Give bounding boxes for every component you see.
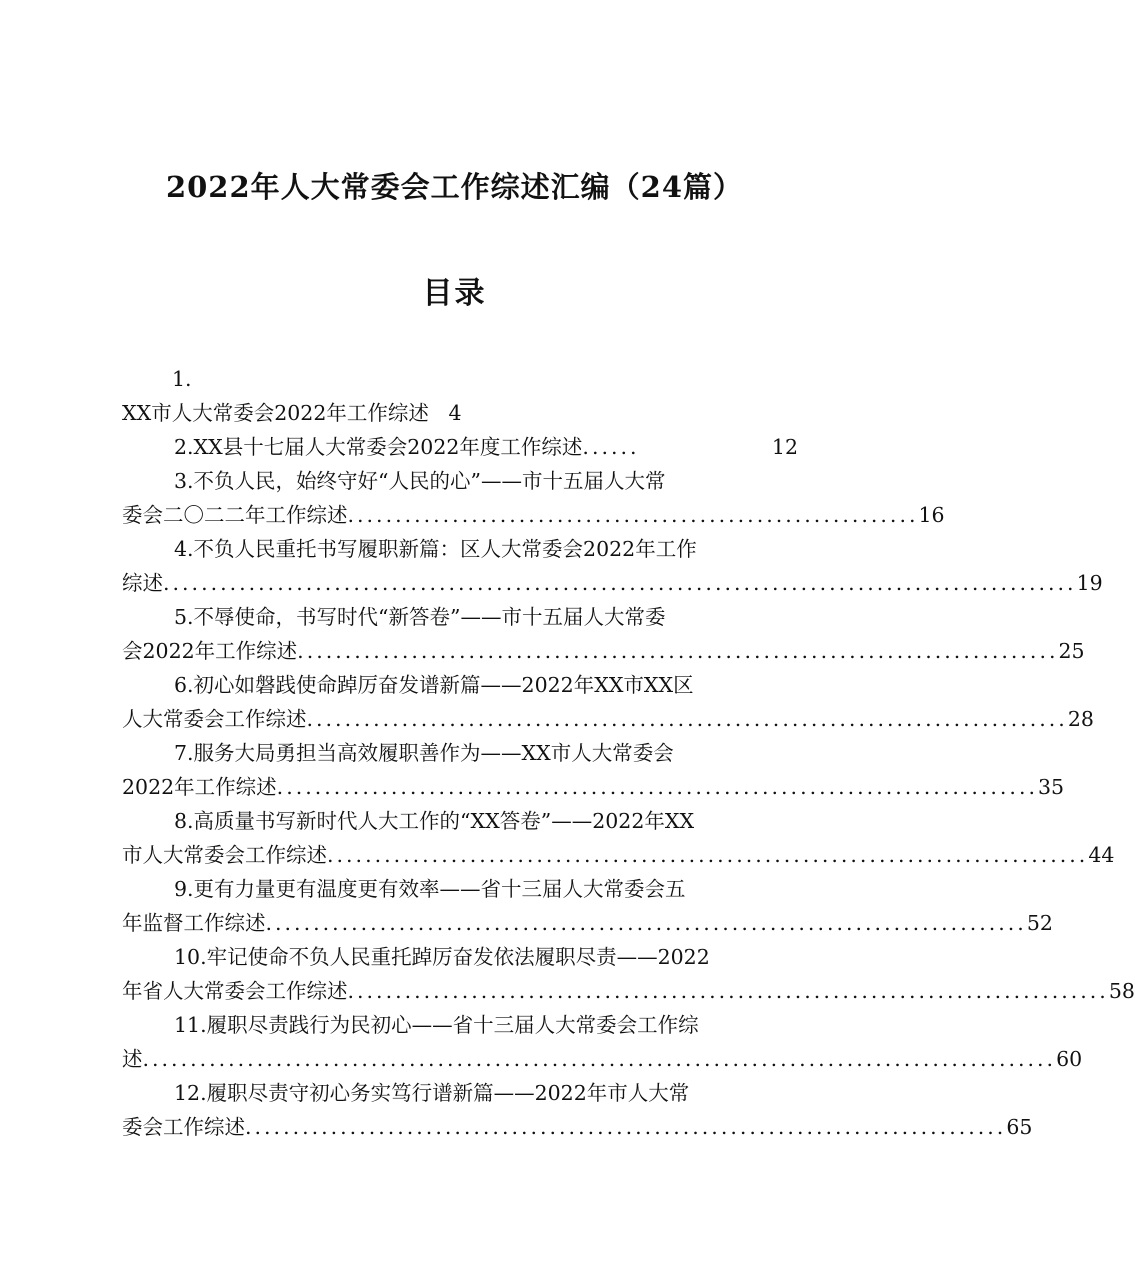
toc-entry-title: 年省人大常委会工作综述 bbox=[122, 979, 348, 1003]
toc-entry-page: 65 bbox=[1006, 1115, 1033, 1139]
toc-entry-2[interactable] bbox=[122, 430, 798, 464]
toc-entry-6-line1[interactable]: 6.初心如磐践使命踔厉奋发谱新篇——2022年XX市XX区 bbox=[174, 673, 694, 697]
leader-dots: ................................................................................ bbox=[297, 639, 1059, 663]
toc-entry-7-line2[interactable] bbox=[122, 770, 1065, 804]
toc-entry-8-line2[interactable] bbox=[122, 838, 1115, 872]
toc-entry-5-line2[interactable] bbox=[122, 634, 1085, 668]
toc-entry-title: 委会工作综述 bbox=[122, 1115, 245, 1139]
toc-entry-page: 52 bbox=[1026, 911, 1053, 935]
toc-entry-title: 会2022年工作综述 bbox=[122, 639, 298, 663]
toc-entry-page: 28 bbox=[1067, 707, 1094, 731]
toc-entry-1[interactable] bbox=[122, 396, 798, 430]
toc-entry-page: 58 bbox=[1108, 979, 1135, 1003]
leader-dots: ................................................................................................ bbox=[142, 1047, 1057, 1071]
toc-entry-page: 35 bbox=[1037, 775, 1065, 799]
toc-entry-11-line1[interactable]: 11.履职尽责践行为民初心——省十三届人大常委会工作综 bbox=[174, 1013, 699, 1037]
toc-entry-10-line1[interactable]: 10.牢记使命不负人民重托踔厉奋发依法履职尽责——2022 bbox=[174, 945, 710, 969]
toc-entry-9-line1[interactable]: 9.更有力量更有温度更有效率——省十三届人大常委会五 bbox=[174, 877, 686, 901]
toc-entry-title: 年监督工作综述 bbox=[122, 911, 266, 935]
toc-entry-title: 市人大常委会工作综述 bbox=[122, 843, 327, 867]
toc-entry-page: 44 bbox=[1088, 843, 1115, 867]
toc-entry-page: 12 bbox=[771, 435, 798, 459]
toc-entry-title: 综述 bbox=[122, 571, 163, 595]
toc-entry-11-line2[interactable] bbox=[122, 1042, 1083, 1076]
toc-entry-title: 2.XX县十七届人大常委会2022年度工作综述 bbox=[174, 435, 583, 459]
toc-entry-title: 2022年工作综述 bbox=[122, 775, 277, 799]
leader-dots: ................................................................................ bbox=[306, 707, 1068, 731]
toc-entry-3-line1[interactable]: 3.不负人民，始终守好“人民的心”——市十五届人大常 bbox=[174, 469, 666, 493]
toc-entry-page: 25 bbox=[1058, 639, 1085, 663]
leader-dots: ................................................................................ bbox=[327, 843, 1089, 867]
toc-entry-10-line2[interactable] bbox=[122, 974, 1135, 1008]
document-title: 2022年人大常委会工作综述汇编（24篇） bbox=[165, 170, 744, 204]
toc-entry-3-line2[interactable] bbox=[122, 498, 945, 532]
toc-entry-8-line1[interactable]: 8.高质量书写新时代人大工作的“XX答卷”——2022年XX bbox=[174, 809, 695, 833]
leader-dots: ................................................................................ bbox=[276, 775, 1038, 799]
toc-entry-4-line2[interactable] bbox=[122, 566, 1103, 600]
leader-dots: ............................................................ bbox=[347, 503, 919, 527]
toc-entry-12-line2[interactable] bbox=[122, 1110, 1033, 1144]
toc-entry-title: XX市人大常委会2022年工作综述 bbox=[122, 401, 429, 425]
leader-dots: ................................................................................ bbox=[347, 979, 1109, 1003]
toc-entry-title: 委会二〇二二年工作综述 bbox=[122, 503, 348, 527]
toc-entry-7-line1[interactable]: 7.服务大局勇担当高效履职善作为——XX市人大常委会 bbox=[174, 741, 674, 765]
leader-dots: ................................................................................ bbox=[245, 1115, 1007, 1139]
toc-entry-title: 人大常委会工作综述 bbox=[122, 707, 307, 731]
toc-entry-page: 16 bbox=[918, 503, 945, 527]
toc-entry-6-line2[interactable] bbox=[122, 702, 1094, 736]
toc-entry-page: 19 bbox=[1076, 571, 1103, 595]
toc-entry-title: 述 bbox=[122, 1047, 143, 1071]
toc-entry-4-line1[interactable]: 4.不负人民重托书写履职新篇：区人大常委会2022年工作 bbox=[174, 537, 697, 561]
leader-dots: ................................................................................ bbox=[265, 911, 1027, 935]
toc-entry-page: 60 bbox=[1056, 1047, 1083, 1071]
leader-dots: ................................................................................................ bbox=[163, 571, 1077, 595]
toc-entry-page: 4 bbox=[448, 401, 462, 425]
table-of-contents bbox=[122, 362, 1135, 1144]
toc-entry-1-number: 1. bbox=[172, 367, 192, 391]
toc-heading: 目录 bbox=[422, 276, 487, 311]
leader-dots: ...... bbox=[582, 435, 640, 459]
toc-entry-9-line2[interactable] bbox=[122, 906, 1053, 940]
toc-entry-5-line1[interactable]: 5.不辱使命，书写时代“新答卷”——市十五届人大常委 bbox=[174, 605, 666, 629]
toc-entry-12-line1[interactable]: 12.履职尽责守初心务实笃行谱新篇——2022年市人大常 bbox=[174, 1081, 690, 1105]
